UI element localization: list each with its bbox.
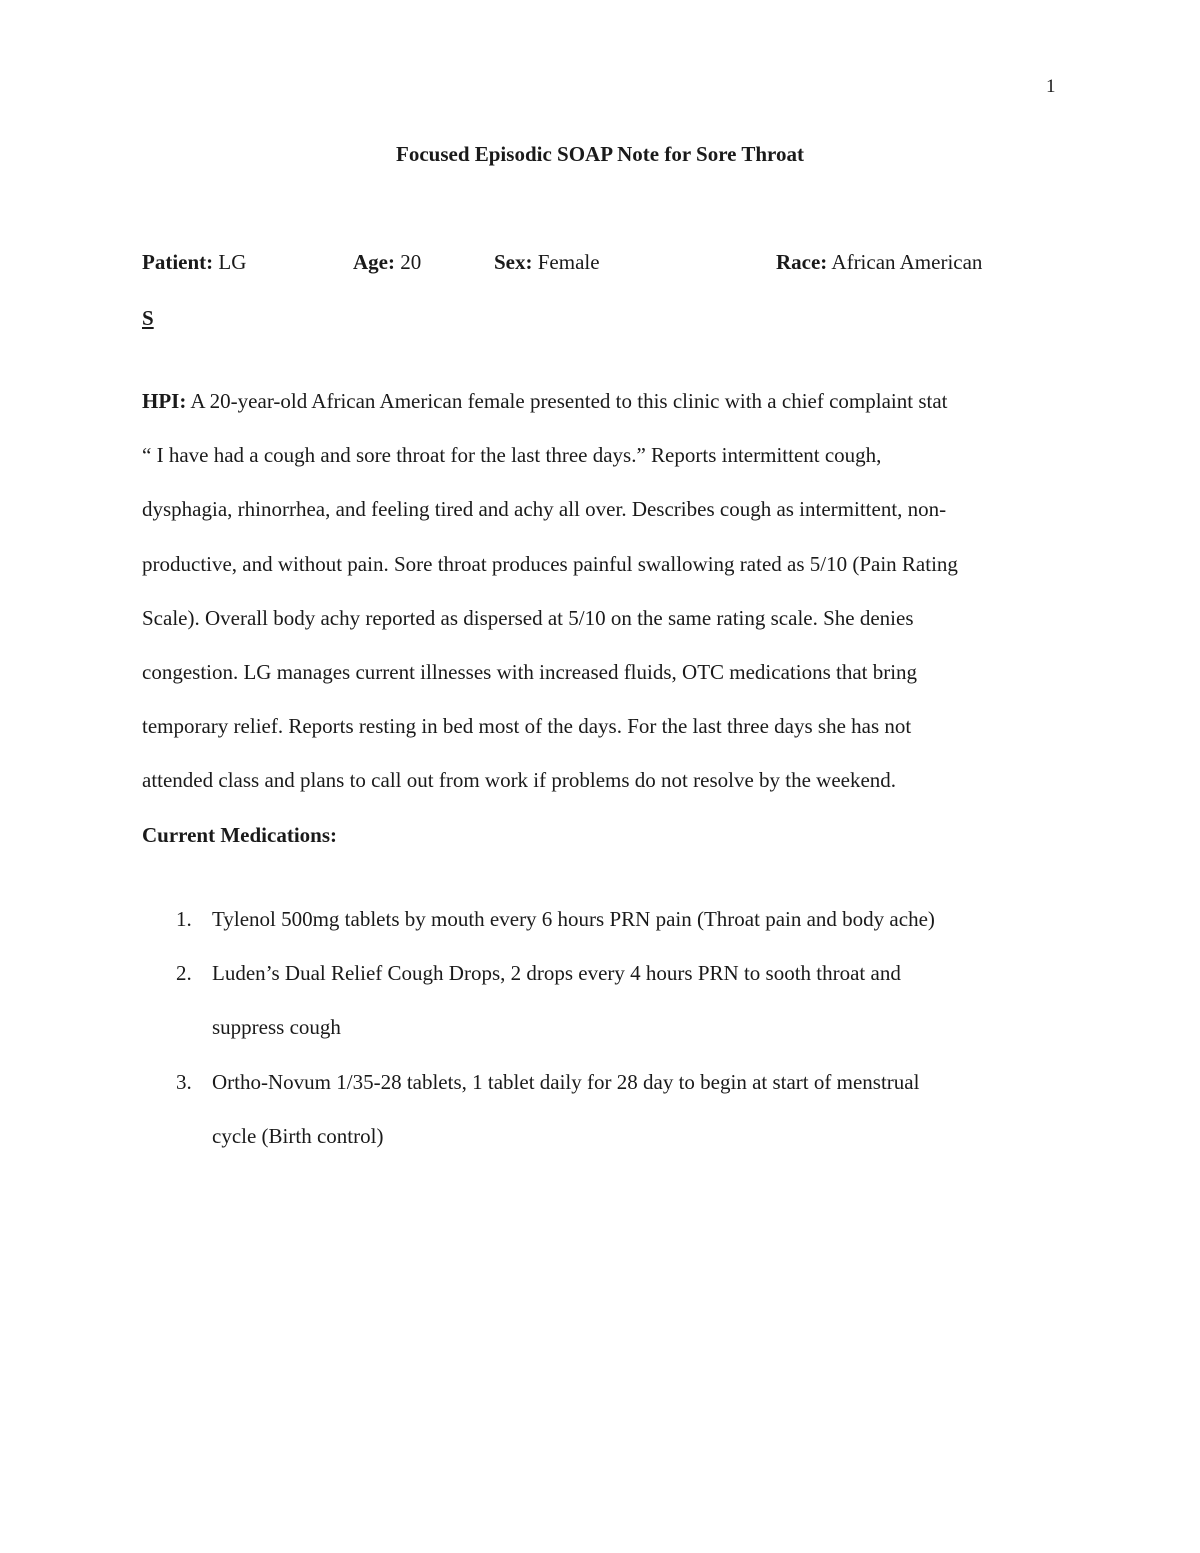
sex-label: Sex: <box>494 250 533 274</box>
race-value: African American <box>831 250 983 274</box>
hpi-line: temporary relief. Reports resting in bed most of the days. For the last three days she has not <box>142 714 912 739</box>
patient-value: LG <box>218 250 247 274</box>
page-number: 1 <box>1046 76 1056 97</box>
medication-line: Ortho-Novum 1/35-28 tablets, 1 tablet daily for 28 day to begin at start of menstrual <box>212 1069 920 1094</box>
hpi-line <box>142 374 1060 428</box>
medication-list <box>0 892 1200 1163</box>
hpi-paragraph <box>142 374 1060 808</box>
medication-text <box>212 1055 1052 1163</box>
document-title: Focused Episodic SOAP Note for Sore Throat <box>396 142 804 166</box>
sex-value: Female <box>537 250 600 274</box>
current-medications-heading: Current Medications: <box>142 823 337 847</box>
medication-text <box>212 892 1052 946</box>
medication-line: Luden’s Dual Relief Cough Drops, 2 drops every 4 hours PRN to sooth throat and <box>212 961 901 986</box>
hpi-line: congestion. LG manages current illnesses with increased fluids, OTC medications that bring <box>142 660 918 685</box>
hpi-line-text: A 20-year-old African American female presented to this clinic with a chief complaint stat <box>190 389 948 413</box>
hpi-line: productive, and without pain. Sore throat produces painful swallowing rated as 5/10 (Pain Rating <box>142 551 958 576</box>
patient-label: Patient: <box>142 250 214 274</box>
race-label: Race: <box>776 250 828 274</box>
sex-field <box>494 250 600 275</box>
list-number: 2. <box>176 961 192 986</box>
hpi-line: attended class and plans to call out from work if problems do not resolve by the weekend. <box>142 768 897 793</box>
medication-item <box>0 1055 1200 1163</box>
medication-text <box>212 946 1052 1054</box>
medication-line: Tylenol 500mg tablets by mouth every 6 hours PRN pain (Throat pain and body ache) <box>212 907 935 931</box>
list-number: 3. <box>176 1069 192 1094</box>
hpi-label: HPI: <box>142 389 187 413</box>
list-number: 1. <box>176 907 192 931</box>
hpi-line: dysphagia, rhinorrhea, and feeling tired and achy all over. Describes cough as intermittent, non- <box>142 497 947 522</box>
hpi-line: “ I have had a cough and sore throat for the last three days.” Reports intermittent cough, <box>142 443 882 468</box>
age-label: Age: <box>353 250 395 274</box>
subjective-section-heading: S <box>142 306 154 330</box>
patient-field <box>142 250 246 275</box>
race-field <box>776 250 982 275</box>
hpi-line: Scale). Overall body achy reported as dispersed at 5/10 on the same rating scale. She denies <box>142 605 914 630</box>
medication-line: suppress cough <box>212 1015 341 1040</box>
age-value: 20 <box>400 250 422 274</box>
age-field <box>353 250 421 275</box>
medication-item <box>0 946 1200 1054</box>
medication-line: cycle (Birth control) <box>212 1123 384 1148</box>
medication-item <box>0 892 1200 946</box>
